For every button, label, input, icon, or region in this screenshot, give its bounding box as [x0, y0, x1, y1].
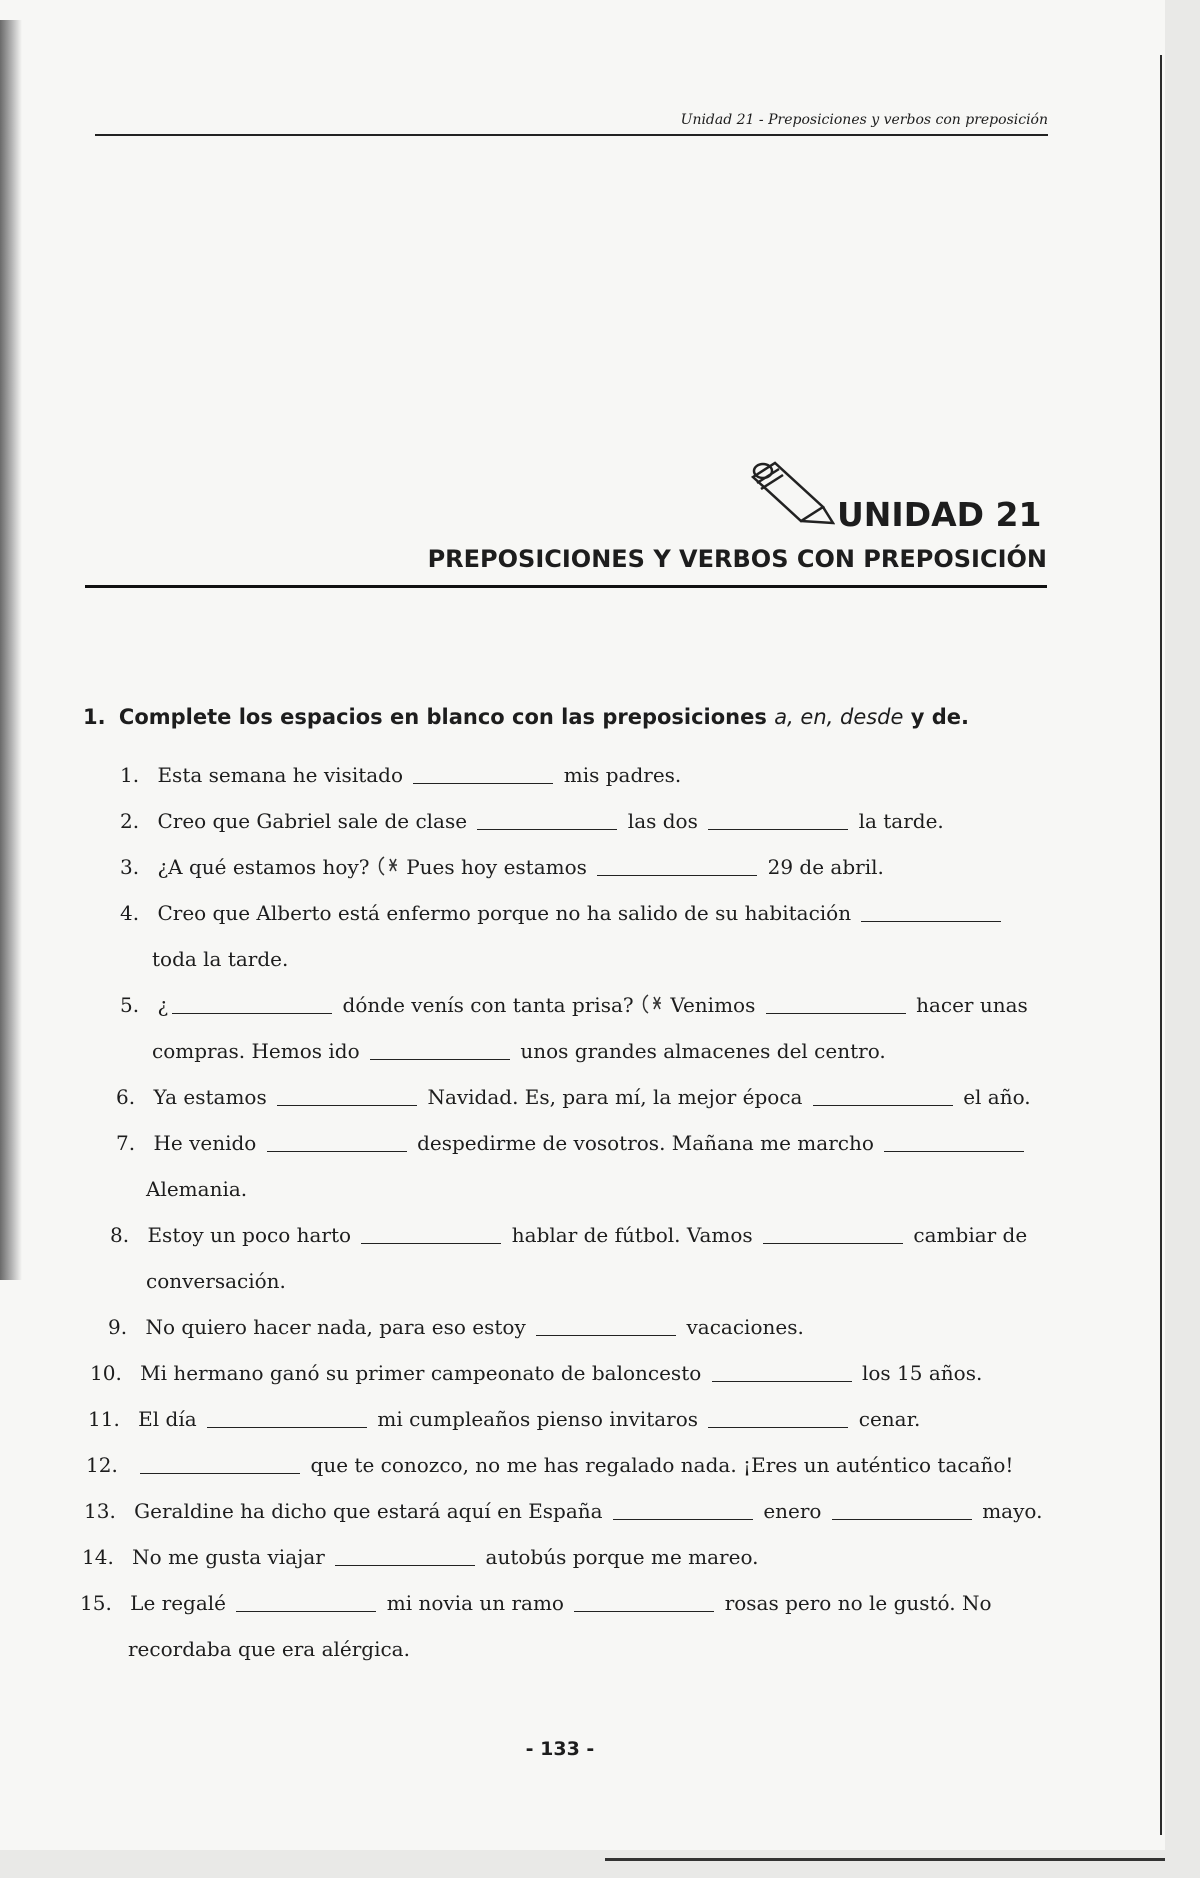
answer-blank[interactable]: [813, 1085, 953, 1106]
item-number: 10.: [90, 1361, 122, 1385]
list-item: [80, 1350, 1060, 1396]
list-item: [80, 982, 1090, 1074]
list-item: [80, 1580, 1050, 1672]
item-text: el año.: [963, 1085, 1031, 1109]
list-item: [80, 890, 1090, 982]
item-text: enero: [763, 1499, 822, 1523]
answer-blank[interactable]: [832, 1499, 972, 1520]
answer-blank[interactable]: [277, 1085, 417, 1106]
answer-blank[interactable]: [413, 763, 553, 784]
list-item: [80, 1488, 1054, 1534]
page-number: - 133 -: [525, 1738, 595, 1760]
answer-blank[interactable]: [361, 1223, 501, 1244]
answer-blank[interactable]: [708, 1407, 848, 1428]
list-item: [80, 1074, 1086, 1120]
item-number: 5.: [120, 993, 140, 1017]
item-text: mi cumpleaños pienso invitaros: [377, 1407, 699, 1431]
item-text: Creo que Alberto está enfermo porque no ha salido de su habitación: [157, 901, 852, 925]
list-item: [80, 752, 1090, 798]
answer-blank[interactable]: [236, 1591, 376, 1612]
item-text: mayo.: [982, 1499, 1043, 1523]
item-text: Mi hermano ganó su primer campeonato de baloncesto: [140, 1361, 702, 1385]
pencil-icon: [745, 455, 835, 525]
page-edge-rule: [1160, 55, 1162, 1835]
speaker-change-icon: [376, 855, 400, 877]
running-header-text: Unidad 21 - Preposiciones y verbos con preposición: [680, 112, 1048, 128]
item-text: No quiero hacer nada, para eso estoy: [145, 1315, 526, 1339]
list-item: [80, 844, 1090, 890]
item-text: rosas pero no le gustó. No: [724, 1591, 992, 1615]
page-binding-shadow: [0, 20, 22, 1280]
item-text: ¿: [157, 993, 169, 1017]
list-item: [80, 1442, 1056, 1488]
item-text: conversación.: [146, 1269, 286, 1293]
item-number: 3.: [120, 855, 140, 879]
item-text: dónde venís con tanta prisa?: [342, 993, 634, 1017]
item-number: 12.: [86, 1453, 118, 1477]
answer-blank[interactable]: [766, 993, 906, 1014]
item-text: los 15 años.: [861, 1361, 983, 1385]
item-text: Ya estamos: [153, 1085, 267, 1109]
instruction-lead: Complete los espacios en blanco con las preposiciones: [118, 705, 767, 729]
item-text: He venido: [153, 1131, 257, 1155]
item-text: 29 de abril.: [767, 855, 884, 879]
item-text: despedirme de vosotros. Mañana me marcho: [417, 1131, 874, 1155]
item-text: Le regalé: [130, 1591, 227, 1615]
item-text: que te conozco, no me has regalado nada. ¡Eres un auténtico tacaño!: [310, 1453, 1014, 1477]
answer-blank[interactable]: [763, 1223, 903, 1244]
answer-blank[interactable]: [172, 993, 332, 1014]
answer-blank[interactable]: [613, 1499, 753, 1520]
item-number: 9.: [108, 1315, 128, 1339]
item-number: 6.: [116, 1085, 136, 1109]
answer-blank[interactable]: [140, 1453, 300, 1474]
item-text: ¿A qué estamos hoy?: [157, 855, 370, 879]
unit-title-block: [745, 455, 1045, 535]
item-text: cenar.: [858, 1407, 921, 1431]
answer-blank[interactable]: [370, 1039, 510, 1060]
answer-blank[interactable]: [335, 1545, 475, 1566]
item-text: Navidad. Es, para mí, la mejor época: [427, 1085, 803, 1109]
item-number: 13.: [84, 1499, 116, 1523]
running-header: [95, 112, 1048, 136]
answer-blank[interactable]: [536, 1315, 676, 1336]
item-text: hacer unas: [916, 993, 1028, 1017]
answer-blank[interactable]: [708, 809, 848, 830]
answer-blank[interactable]: [477, 809, 617, 830]
list-item: [80, 1212, 1080, 1304]
section-heading: PREPOSICIONES Y VERBOS CON PREPOSICIÓN: [85, 545, 1047, 588]
item-text: Alemania.: [146, 1177, 248, 1201]
item-text: Pues hoy estamos: [406, 855, 587, 879]
item-text: Creo que Gabriel sale de clase: [157, 809, 468, 833]
item-text: cambiar de: [913, 1223, 1028, 1247]
item-text: autobús porque me mareo.: [485, 1545, 759, 1569]
list-item: [80, 1396, 1058, 1442]
item-text: toda la tarde.: [152, 947, 289, 971]
item-number: 8.: [110, 1223, 130, 1247]
answer-blank[interactable]: [861, 901, 1001, 922]
list-item: [80, 1534, 1052, 1580]
list-item: [80, 1120, 1086, 1212]
exercise-instruction: [83, 705, 1083, 729]
item-text: Esta semana he visitado: [157, 763, 404, 787]
answer-blank[interactable]: [207, 1407, 367, 1428]
item-text: No me gusta viajar: [132, 1545, 325, 1569]
answer-blank[interactable]: [884, 1131, 1024, 1152]
instruction-prepositions: a, en, desde: [774, 705, 904, 729]
item-text: Venimos: [670, 993, 756, 1017]
answer-blank[interactable]: [597, 855, 757, 876]
answer-blank[interactable]: [574, 1591, 714, 1612]
item-text: compras. Hemos ido: [152, 1039, 360, 1063]
item-number: 1.: [120, 763, 140, 787]
item-text: Estoy un poco harto: [147, 1223, 352, 1247]
item-number: 11.: [88, 1407, 120, 1431]
exercise-number: 1.: [83, 705, 106, 729]
bottom-edge-rule: [605, 1858, 1165, 1861]
answer-blank[interactable]: [712, 1361, 852, 1382]
item-number: 14.: [82, 1545, 114, 1569]
item-text: unos grandes almacenes del centro.: [520, 1039, 886, 1063]
answer-blank[interactable]: [267, 1131, 407, 1152]
item-text: Geraldine ha dicho que estará aquí en España: [134, 1499, 603, 1523]
item-text: mi novia un ramo: [386, 1591, 564, 1615]
item-number: 15.: [80, 1591, 112, 1615]
item-text: El día: [138, 1407, 197, 1431]
speaker-change-icon: [640, 993, 664, 1015]
item-text: la tarde.: [858, 809, 944, 833]
list-item: [80, 798, 1090, 844]
item-text: hablar de fútbol. Vamos: [511, 1223, 753, 1247]
item-text: vacaciones.: [686, 1315, 804, 1339]
item-text: mis padres.: [563, 763, 682, 787]
item-text: recordaba que era alérgica.: [128, 1637, 410, 1661]
item-number: 2.: [120, 809, 140, 833]
item-number: 4.: [120, 901, 140, 925]
list-item: [80, 1304, 1078, 1350]
item-continuation: [120, 1028, 1090, 1074]
item-text: las dos: [627, 809, 698, 833]
instruction-tail: y de.: [910, 705, 970, 729]
unit-title: UNIDAD 21: [837, 495, 1042, 534]
item-number: 7.: [116, 1131, 136, 1155]
